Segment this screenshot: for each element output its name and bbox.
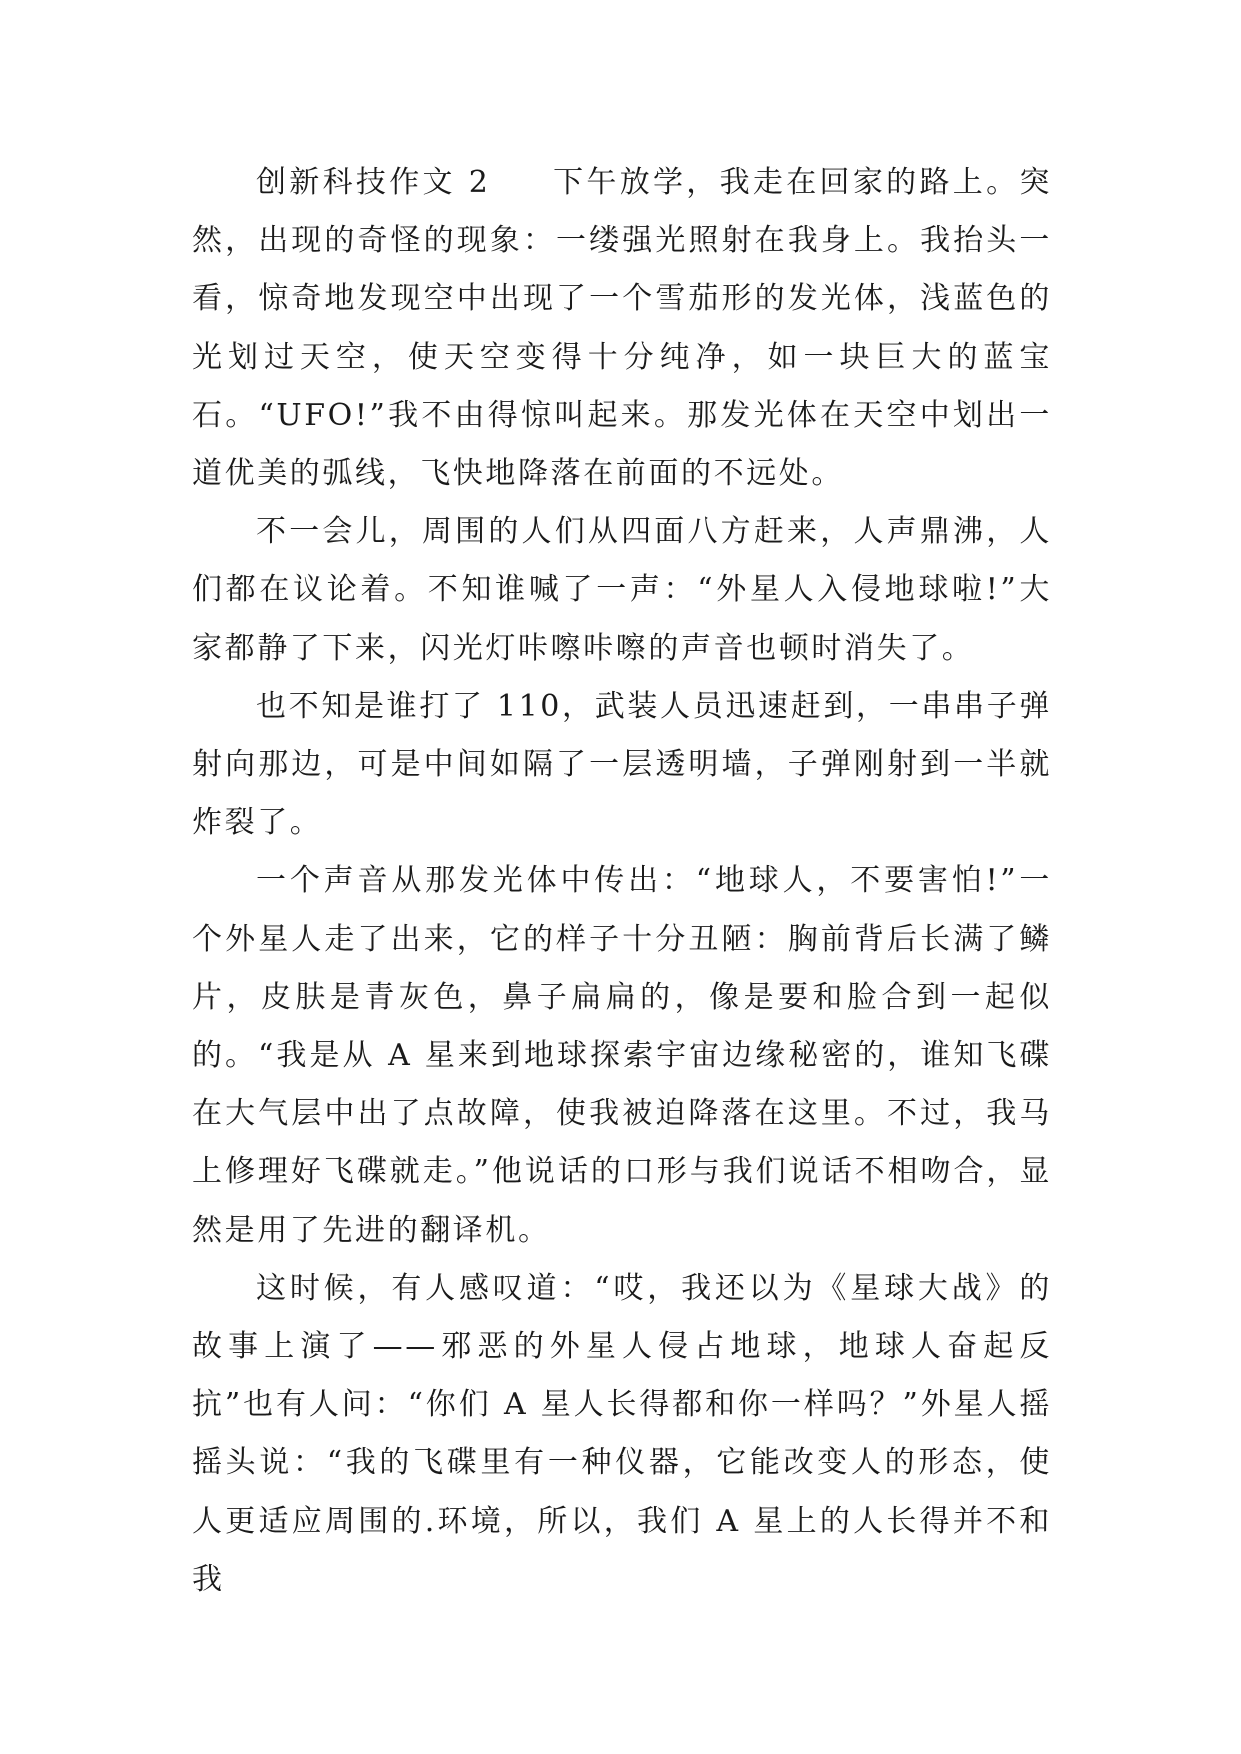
paragraph-1 bbox=[192, 154, 1052, 503]
paragraph-4: 一个声音从那发光体中传出：“地球人，不要害怕!”一个外星人走了出来，它的样子十分丑陋：胸前背后长满了鳞片，皮肤是青灰色，鼻子扁扁的，像是要和脸合到一起似的。“我是从 A 星来到地球探索宇宙边缘秘密的，谁知飞碟在大气层中出了点故障，使我被迫降落在这里。不过，我马上修理好飞碟就走。”他说话的口形与我们说话不相吻合，显然是用了先进的翻译机。 bbox=[192, 863, 1052, 1248]
paragraph-3: 也不知是谁打了 110，武装人员迅速赶到，一串串子弹射向那边，可是中间如隔了一层透明墙，子弹刚射到一半就炸裂了。 bbox=[192, 688, 1052, 841]
document-body bbox=[192, 154, 1052, 1609]
paragraph-5: 这时候，有人感叹道：“哎，我还以为《星球大战》的故事上演了——邪恶的外星人侵占地球，地球人奋起反抗”也有人问：“你们 A 星人长得都和你一样吗？”外星人摇摇头说：“我的飞碟里有一种仪器，它能改变人的形态，使人更适应周围的.环境，所以，我们 A 星上的人长得并不和我 bbox=[192, 1270, 1052, 1597]
document-heading: 创新科技作文 2 bbox=[256, 165, 491, 200]
paragraph-1-text: 下午放学，我走在回家的路上。突然，出现的奇怪的现象：一缕强光照射在我身上。我抬头一看，惊奇地发现空中出现了一个雪茄形的发光体，浅蓝色的光划过天空，使天空变得十分纯净，如一块巨大的蓝宝石。“UFO!”我不由得惊叫起来。那发光体在天空中划出一道优美的弧线，飞快地降落在前面的不远处。 bbox=[192, 165, 1052, 492]
paragraph-2: 不一会儿，周围的人们从四面八方赶来，人声鼎沸，人们都在议论着。不知谁喊了一声：“外星人入侵地球啦!”大家都静了下来，闪光灯咔嚓咔嚓的声音也顿时消失了。 bbox=[192, 514, 1052, 666]
